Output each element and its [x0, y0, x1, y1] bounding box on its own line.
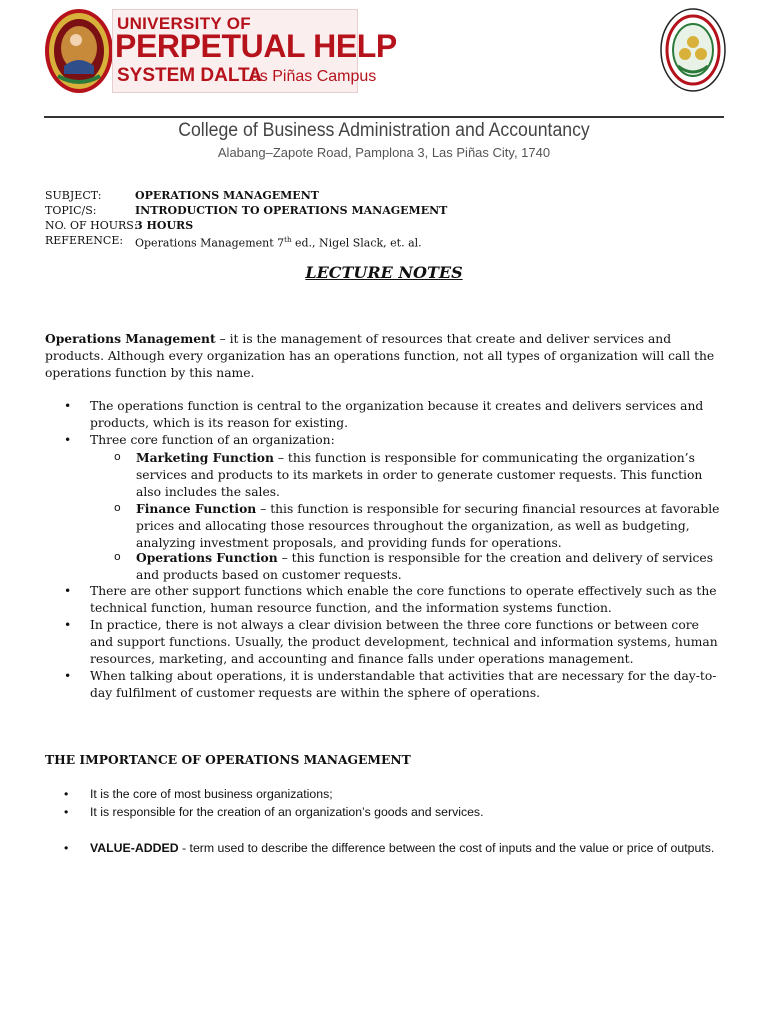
sub-item-text: – this function is responsible for securing financial resources at favorable prices and allocating those resources throughout the organization, as well as budgeting, analyzing investment proposals, and providing funds for operations.: [136, 502, 720, 550]
bullet-icon: •: [64, 399, 72, 413]
sub-bullet-icon: o: [114, 501, 121, 514]
college-address: Alabang–Zapote Road, Pamplona 3, Las Piñas City, 1740: [217, 145, 551, 160]
banner-campus: Las Piñas Campus: [242, 68, 377, 85]
university-seal-logo: [44, 8, 114, 94]
bullet-icon: •: [64, 841, 69, 855]
banner-line-2: PERPETUAL HELP: [115, 28, 397, 64]
list-item: [64, 432, 725, 449]
list-item: [64, 583, 725, 617]
college-name: College of Business Administration and Accountancy: [178, 120, 590, 141]
meta-label: NO. OF HOURS:: [45, 219, 138, 232]
list-item-text: It is responsible for the creation of an organization’s goods and services.: [90, 805, 484, 819]
meta-value: OPERATIONS MANAGEMENT: [135, 189, 319, 202]
bullet-icon: •: [64, 787, 69, 801]
bullet-icon: •: [64, 433, 72, 447]
sub-item-term: Marketing Function: [136, 450, 274, 465]
intro-paragraph: [45, 330, 725, 382]
sub-item-text: – this function is responsible for the creation and delivery of services and products based on customer requests.: [136, 551, 714, 582]
meta-label: SUBJECT:: [45, 189, 102, 202]
list-item: [64, 840, 725, 857]
banner-line-3: SYSTEM DALTA: [117, 65, 262, 86]
section-heading: THE IMPORTANCE OF OPERATIONS MANAGEMENT: [45, 752, 411, 767]
bullet-icon: •: [64, 669, 72, 683]
list-item-text: It is the core of most business organizations;: [90, 787, 333, 801]
meta-label: REFERENCE:: [45, 234, 124, 247]
intro-text: – it is the management of resources that create and deliver services and products. Although every organization has an operations function, not all types of organization will call the operations function by this name.: [45, 332, 715, 380]
lecture-title: LECTURE NOTES: [305, 263, 463, 282]
list-item-text: The operations function is central to the organization because it creates and delivers services and products, which is its reason for existing.: [90, 399, 704, 430]
sub-list-item: [114, 500, 726, 552]
list-item-text: When talking about operations, it is understandable that activities that are necessary for the day-to-day fulfilment of customer requests are within the sphere of operations.: [90, 669, 717, 700]
sub-bullet-icon: o: [114, 450, 121, 463]
list-item-text: In practice, there is not always a clear division between the three core functions or between core and support functions. Usually, the product development, technical and information systems, human resources, marketing, and accounting and finance falls under operations management.: [90, 618, 718, 666]
sub-list-item: [114, 449, 726, 501]
banner-line-1: UNIVERSITY OF: [117, 14, 251, 33]
bullet-icon: •: [64, 584, 72, 598]
intro-term: Operations Management: [45, 331, 216, 346]
value-added-term: VALUE-ADDED: [90, 841, 179, 855]
bullet-icon: •: [64, 618, 72, 632]
list-item: [64, 398, 725, 432]
reference-author: ed., Nigel Slack, et. al.: [291, 236, 422, 250]
list-item: [64, 668, 725, 702]
list-item-text: Three core function of an organization:: [90, 433, 335, 447]
list-item: [64, 804, 725, 821]
list-item: [64, 786, 725, 803]
meta-value: 3 HOURS: [135, 219, 194, 232]
bullet-icon: •: [64, 805, 69, 819]
meta-label: TOPIC/S:: [45, 204, 97, 217]
meta-value: INTRODUCTION TO OPERATIONS MANAGEMENT: [135, 204, 448, 217]
header-divider: [44, 116, 724, 118]
reference-title: Operations Management 7: [135, 236, 285, 250]
list-item-text: There are other support functions which enable the core functions to operate effectively such as the technical function, human resource function, and the information systems function.: [90, 584, 717, 615]
reference-edition-suffix: th: [284, 236, 292, 244]
list-item: [64, 617, 725, 668]
sub-item-text: – this function is responsible for communicating the organization’s services and products to its markets in order to generate customer requests. This function also includes the sales.: [136, 451, 703, 499]
meta-value: [135, 233, 422, 251]
sub-item-term: Operations Function: [136, 550, 278, 565]
sub-bullet-icon: o: [114, 550, 121, 563]
value-added-text: - term used to describe the difference between the cost of inputs and the value or price of outputs.: [178, 841, 715, 855]
sub-item-term: Finance Function: [136, 501, 257, 516]
university-banner-logo: [112, 9, 397, 93]
sub-list-item: [114, 549, 726, 584]
college-seal-logo: [660, 8, 726, 92]
